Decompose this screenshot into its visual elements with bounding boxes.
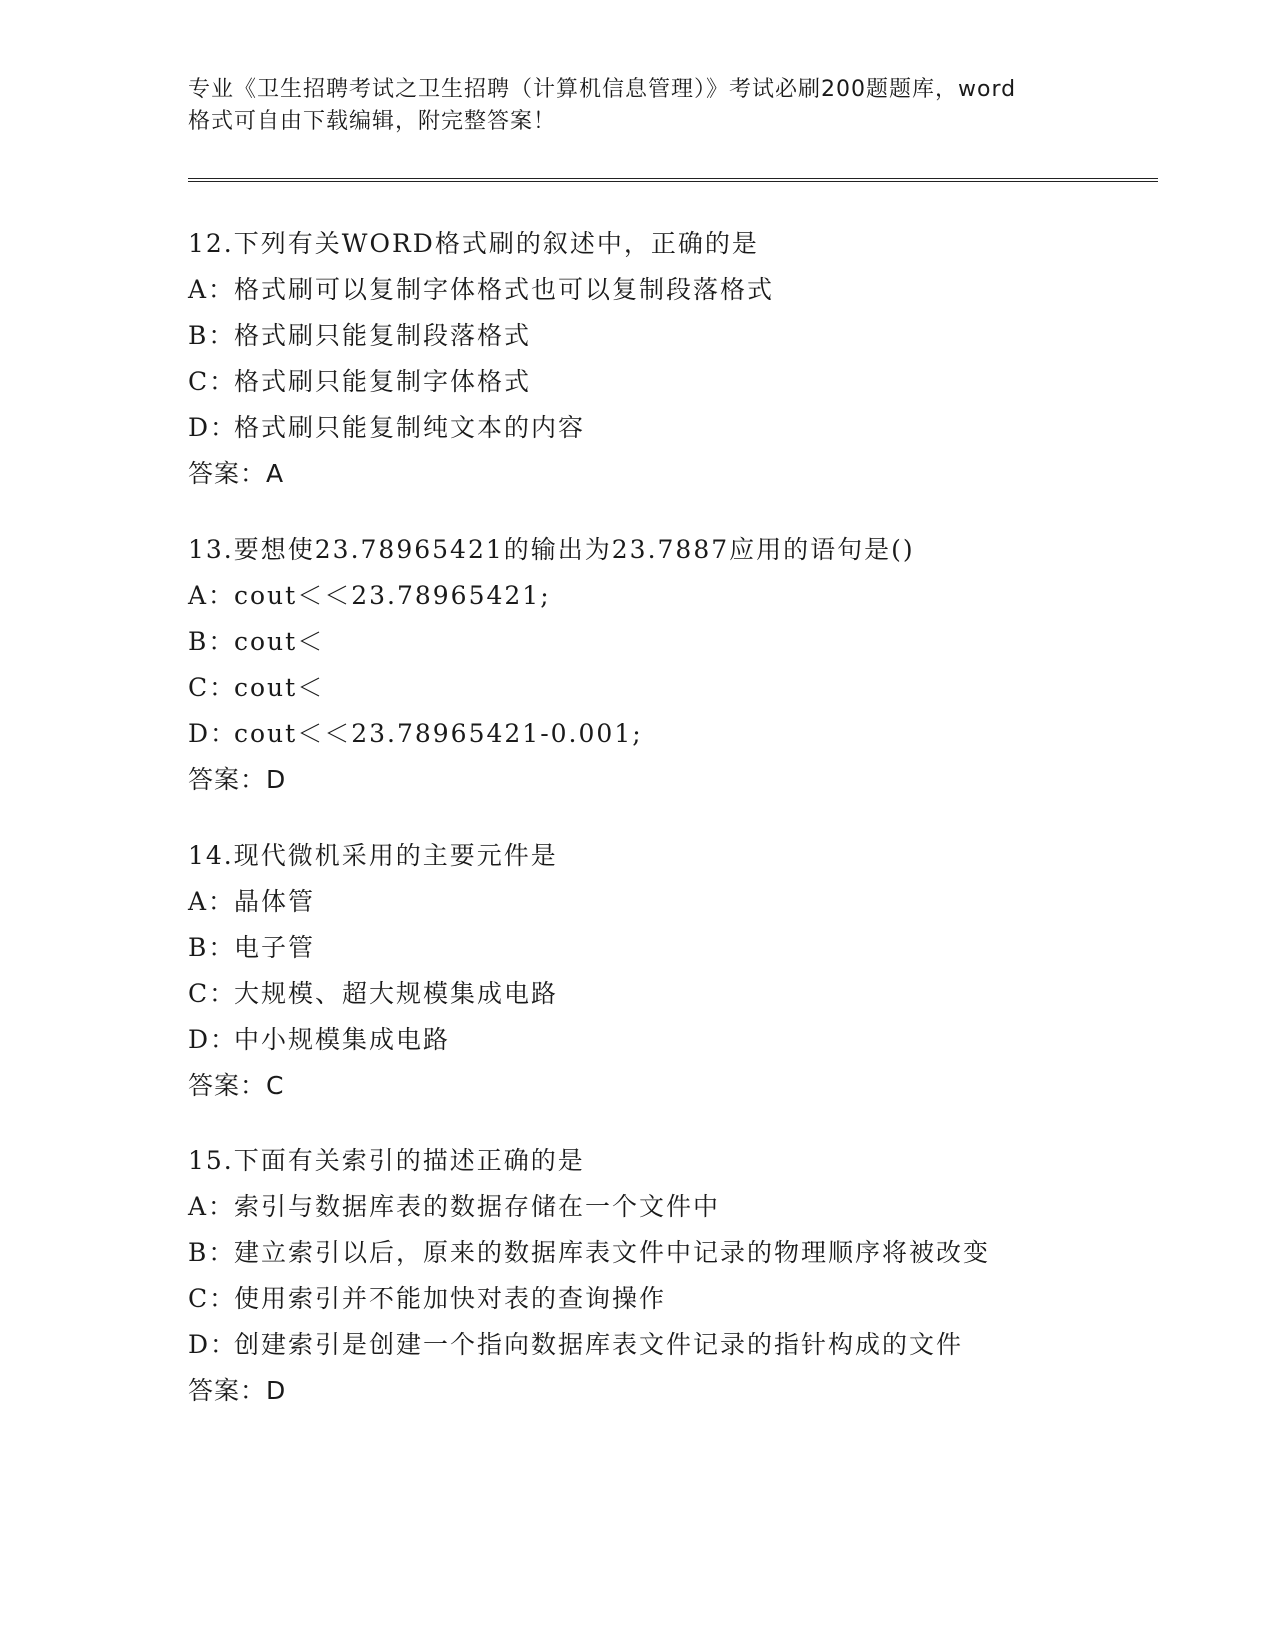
option-text: cout＜ [234,673,325,702]
header-line-2: 格式可自由下载编辑，附完整答案！ [188,109,557,134]
option-letter: B： [188,1238,236,1267]
option-text: 格式刷可以复制字体格式也可以复制段落格式 [234,275,775,304]
document-header [188,74,1088,138]
option-a [188,573,1158,619]
option-d [188,1017,1158,1063]
option-b [188,619,1158,665]
option-text: 大规模、超大规模集成电路 [234,979,559,1008]
option-text: 格式刷只能复制纯文本的内容 [234,413,586,442]
option-letter: A： [188,887,236,916]
option-letter: C： [188,979,237,1008]
option-d [188,405,1158,451]
option-text: cout＜ [234,627,325,656]
question-15 [188,1138,1158,1414]
option-letter: C： [188,1284,237,1313]
option-b [188,1230,1158,1276]
header-line-1: 专业《卫生招聘考试之卫生招聘（计算机信息管理）》考试必刷200题题库，word [188,77,1017,102]
answer-line: 答案：C [188,1071,285,1100]
question-stem: 13.要想使23.78965421的输出为23.7887应用的语句是() [188,535,915,564]
option-letter: A： [188,1192,236,1221]
option-c [188,665,1158,711]
option-text: 创建索引是创建一个指向数据库表文件记录的指针构成的文件 [234,1330,964,1359]
option-c [188,1276,1158,1322]
option-text: cout＜＜23.78965421; [234,581,551,610]
option-text: 中小规模集成电路 [234,1025,451,1054]
question-stem: 14.现代微机采用的主要元件是 [188,841,558,870]
option-letter: C： [188,367,237,396]
option-letter: D： [188,719,238,748]
answer-line: 答案：D [188,765,287,794]
question-stem: 15.下面有关索引的描述正确的是 [188,1146,585,1175]
option-letter: B： [188,933,236,962]
option-text: 索引与数据库表的数据存储在一个文件中 [234,1192,721,1221]
answer-line: 答案：D [188,1376,287,1405]
option-letter: D： [188,1025,238,1054]
option-letter: A： [188,581,236,610]
answer-line: 答案：A [188,459,285,488]
option-text: 格式刷只能复制段落格式 [234,321,532,350]
option-letter: B： [188,321,236,350]
option-d [188,1322,1158,1368]
header-double-rule [188,178,1158,182]
option-a [188,267,1158,313]
option-d [188,711,1158,757]
question-12 [188,221,1158,497]
option-text: 格式刷只能复制字体格式 [234,367,532,396]
option-letter: C： [188,673,237,702]
question-14 [188,833,1158,1109]
option-text: 电子管 [234,933,316,962]
option-c [188,971,1158,1017]
option-letter: D： [188,1330,238,1359]
question-13 [188,527,1158,803]
option-text: 使用索引并不能加快对表的查询操作 [234,1284,667,1313]
option-text: cout＜＜23.78965421-0.001; [234,719,643,748]
option-a [188,1184,1158,1230]
option-b [188,925,1158,971]
option-letter: D： [188,413,238,442]
option-text: 晶体管 [234,887,316,916]
option-a [188,879,1158,925]
option-letter: B： [188,627,236,656]
option-b [188,313,1158,359]
question-stem: 12.下列有关WORD格式刷的叙述中，正确的是 [188,229,759,258]
option-letter: A： [188,275,236,304]
option-text: 建立索引以后，原来的数据库表文件中记录的物理顺序将被改变 [234,1238,991,1267]
option-c [188,359,1158,405]
